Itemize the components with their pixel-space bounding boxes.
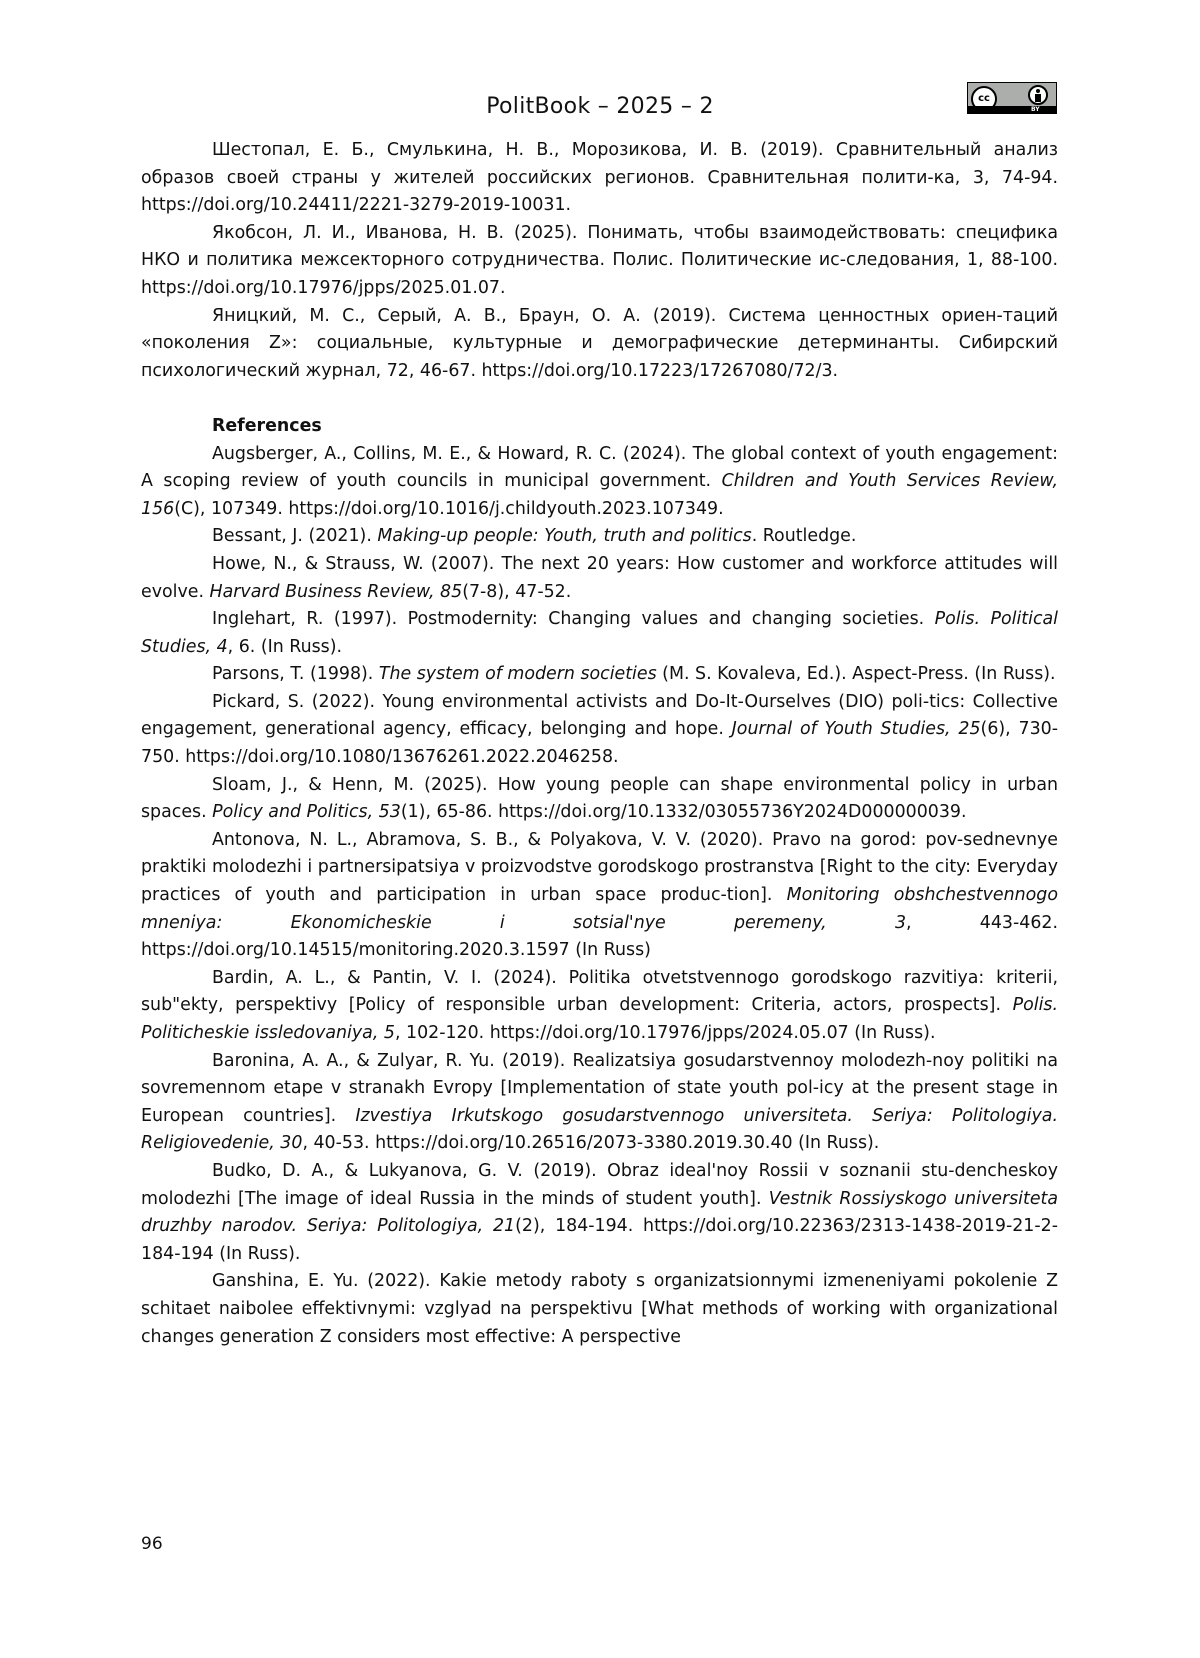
reference-entry (141, 303, 1058, 386)
reference-source-title: Polis. Political Studies, 4 (141, 609, 1058, 657)
transliterated-references (141, 441, 1058, 1352)
reference-entry (141, 772, 1058, 827)
reference-text: Pickard, S. (2022). Young environmental activists and Do-It-Ourselves (DIO) poli-tics: Collective engagement, generational agency, efficacy, belonging and hope. (141, 691, 1058, 740)
reference-entry (141, 523, 1058, 551)
reference-text: (1), 65-86. https://doi.org/10.1332/03055736Y2024D000000039. (400, 802, 967, 823)
reference-source-title: Izvestiya Irkutskogo gosudarstvennogo universiteta. Seriya: Politologiya. Religiovedenie, 30 (141, 1105, 1058, 1154)
reference-text: Inglehart, R. (1997). Postmodernity: Changing values and changing societies. (212, 609, 935, 630)
reference-text: (C), 107349. https://doi.org/10.1016/j.childyouth.2023.107349. (174, 498, 724, 519)
reference-text: , 6. (In Russ). (227, 636, 343, 657)
reference-text: Яницкий, М. С., Серый, А. В., Браун, О. А. (2019). Система ценностных ориен-таций «поколения Z»: социальные, культурные и демографические детерминанты. Сибирский психологический журнал, 72, 46-67. https://doi.org/10.17223/17267080/72/3. (141, 305, 1058, 381)
reference-entry (141, 220, 1058, 303)
reference-entry (141, 1268, 1058, 1351)
reference-source-title: Journal of Youth Studies, 25 (731, 719, 981, 740)
reference-text: , 443-462. https://doi.org/10.14515/monitoring.2020.3.1597 (In Russ) (141, 912, 1058, 961)
running-header: PolitBook – 2025 – 2 (486, 94, 714, 119)
reference-source-title: Harvard Business Review, 85 (209, 581, 463, 602)
reference-text: (2), 184-194. https://doi.org/10.22363/2313-1438-2019-21-2-184-194 (In Russ). (141, 1216, 1058, 1264)
badge-bar (968, 106, 1056, 113)
reference-text: Howe, N., & Strauss, W. (2007). The next 20 years: How customer and workforce attitudes will evolve. (141, 553, 1058, 602)
reference-source-title: Policy and Politics, 53 (212, 802, 401, 823)
reference-text: Augsberger, A., Collins, M. E., & Howard, R. C. (2024). The global context of youth engagement: A scoping review of youth councils in municipal government. (141, 443, 1058, 492)
reference-entry (141, 661, 1058, 689)
reference-source-title: Polis. Politicheskie issledovaniya, 5 (141, 995, 1058, 1043)
reference-source-title: The system of modern societies (378, 664, 657, 685)
reference-text: Якобсон, Л. И., Иванова, Н. В. (2025). Понимать, чтобы взаимодействовать: специфика НКО и политика межсекторного сотрудничества. Полис. Политические ис-следования, 1, 88-100. https://doi.org/10.17976/jpps/2025.01.07. (141, 222, 1058, 298)
reference-list (141, 137, 1058, 1351)
reference-entry (141, 689, 1058, 772)
references-heading: References (212, 415, 322, 436)
by-label: BY (1031, 106, 1040, 113)
reference-text: Parsons, T. (1998). (212, 664, 379, 685)
reference-text: Sloam, J., & Henn, M. (2025). How young people can shape environmental policy in urban spaces. (141, 774, 1058, 823)
reference-entry (141, 441, 1058, 524)
reference-source-title: Making-up people: Youth, truth and politics (377, 526, 752, 547)
reference-text: Ganshina, E. Yu. (2022). Kakie metody raboty s organizatsionnymi izmeneniyami pokolenie Z schitaet naibolee effektivnymi: vzglyad na perspektivu [What methods of working with organizational changes generation Z considers most effective: A perspective (141, 1271, 1058, 1347)
section-spacer (141, 385, 1058, 413)
reference-entry (141, 965, 1058, 1048)
page-number: 96 (141, 1534, 163, 1554)
reference-text: Шестопал, Е. Б., Смулькина, Н. В., Морозикова, И. В. (2019). Сравнительный анализ образов своей страны у жителей российских регионов. Сравнительная полити-ка, 3, 74-94. https://doi.org/10.24411/2221-3279-2019-10031. (141, 140, 1058, 216)
reference-text: (M. S. Kovaleva, Ed.). Aspect-Press. (In Russ). (656, 664, 1056, 685)
creative-commons-by-icon[interactable] (967, 82, 1057, 114)
russian-references (141, 137, 1058, 385)
reference-text: (7-8), 47-52. (462, 581, 572, 602)
attribution-person-icon (1028, 85, 1048, 105)
reference-text: Antonova, N. L., Abramova, S. B., & Polyakova, V. V. (2020). Pravo na gorod: pov-sednevnye praktiki molodezhi i partnersipatsiya v proizvodstve gorodskogo prostranstva [Right to the city: Everyday practices of youth and participation in urban space produc-tion]. (141, 829, 1058, 906)
reference-source-title: Vestnik Rossiyskogo universiteta druzhby narodov. Seriya: Politologiya, 21 (141, 1188, 1058, 1237)
reference-text: , 102-120. https://doi.org/10.17976/jpps/2024.05.07 (In Russ). (394, 1023, 936, 1043)
reference-entry (141, 606, 1058, 661)
reference-entry (141, 1158, 1058, 1268)
reference-text: (6), 730-750. https://doi.org/10.1080/13676261.2022.2046258. (141, 719, 1058, 768)
reference-text: , 40-53. https://doi.org/10.26516/2073-3380.2019.30.40 (In Russ). (302, 1133, 880, 1154)
reference-text: Bardin, A. L., & Pantin, V. I. (2024). Politika otvetstvennogo gorodskogo razvitiya: kriterii, sub"ekty, perspektivy [Policy of responsible urban development: Criteria, actors, prospects]. (141, 967, 1058, 1016)
reference-entry (141, 827, 1058, 965)
reference-text: . Routledge. (751, 526, 857, 547)
reference-entry (141, 551, 1058, 606)
reference-entry (141, 1048, 1058, 1158)
reference-source-title: Monitoring obshchestvennogo mneniya: Ekonomicheskie i sotsial'nye peremeny, 3 (141, 885, 1058, 933)
reference-text: Baronina, A. A., & Zulyar, R. Yu. (2019). Realizatsiya gosudarstvennoy molodezh-noy politiki na sovremennom etape v stranakh Evropy [Implementation of state youth pol-icy at the present stage in European countries]. (141, 1050, 1058, 1126)
reference-entry (141, 137, 1058, 220)
reference-source-title: Children and Youth Services Review, 156 (141, 471, 1059, 519)
cc-circle-icon: cc (971, 86, 997, 112)
reference-text: Budko, D. A., & Lukyanova, G. V. (2019). Obraz ideal'noy Rossii v soznanii stu-dencheskoy molodezhi [The image of ideal Russia in the minds of student youth]. (141, 1160, 1058, 1209)
reference-text: Bessant, J. (2021). (212, 526, 378, 547)
